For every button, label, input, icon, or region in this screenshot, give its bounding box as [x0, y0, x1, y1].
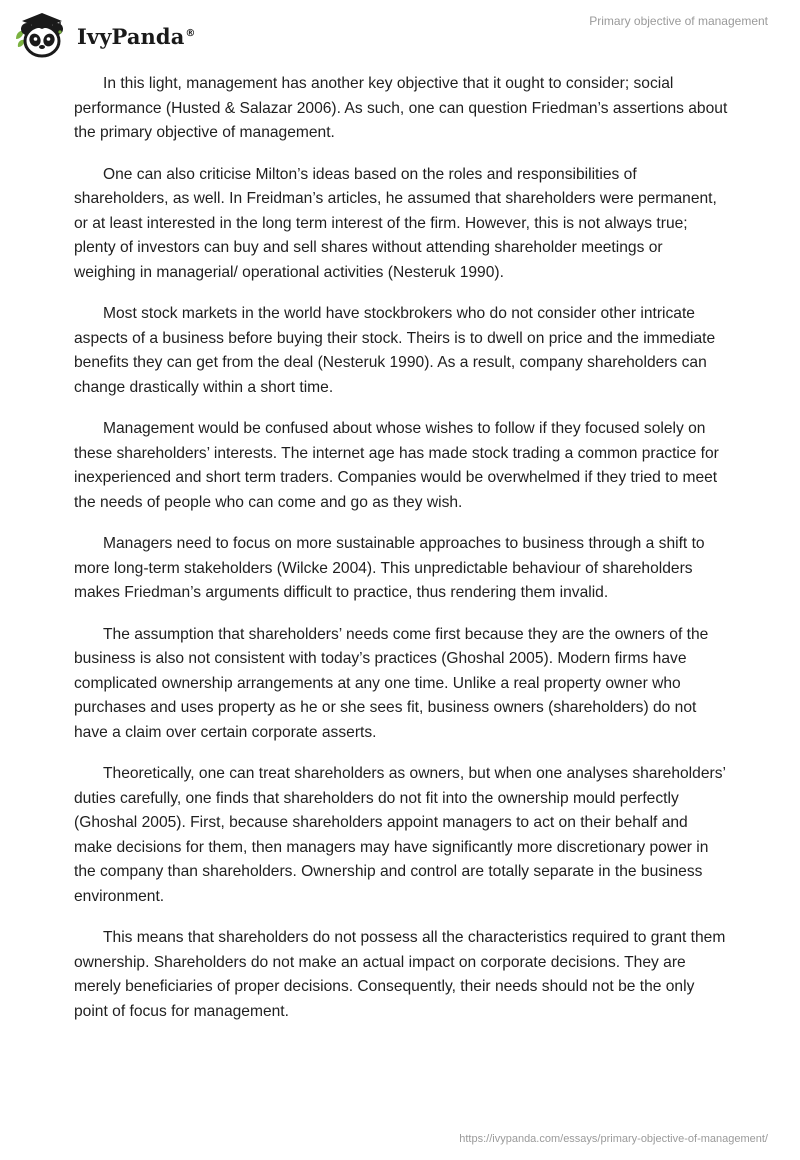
paragraph: The assumption that shareholders’ needs come first because they are the owners of the business is also not consistent with today’s practices (Ghoshal 2005). Modern firms have complicated ownership arrangements at any one time. Unlike a real property owner who purchases and uses property as he or she sees fit, business owners (shareholders) do not have a claim over certain corporate asserts. — [74, 625, 709, 741]
essay-body — [74, 72, 728, 1041]
paragraph: In this light, management has another key objective that it ought to consider; social performance (Husted & Salazar 2006). As such, one can question Friedman’s assertions about the primary objective of management. — [74, 75, 728, 141]
paragraph: Managers need to focus on more sustainable approaches to business through a shift to more long-term stakeholders (Wilcke 2004). This unpredictable behaviour of shareholders makes Friedman’s arguments difficult to practice, thus rendering them invalid. — [74, 535, 705, 601]
paragraph: Most stock markets in the world have stockbrokers who do not consider other intricate aspects of a business before buying their stock. Theirs is to dwell on price and the immediate benefits they can get from the deal (Nesteruk 1990). As a result, company shareholders can change drastically within a short time. — [74, 305, 716, 396]
ivypanda-logo[interactable] — [14, 9, 196, 61]
page-header — [0, 0, 800, 72]
paragraph: Management would be confused about whose wishes to follow if they focused solely on these shareholders’ interests. The internet age has made stock trading a common practice for inexperienced and short term traders. Companies would be overwhelmed if they tried to meet the needs of people who can come and go as they wish. — [74, 420, 719, 511]
document-title: Primary objective of management — [589, 14, 768, 28]
paragraph: One can also criticise Milton’s ideas based on the roles and responsibilities of shareholders, as well. In Freidman’s articles, he assumed that shareholders were permanent, or at least interested in the long term interest of the firm. However, this is not always true; plenty of investors can buy and sell shares without attending shareholder meetings or weighing in managerial/ operational activities (Nesteruk 1990). — [74, 165, 717, 281]
paragraph: This means that shareholders do not possess all the characteristics required to grant them ownership. Shareholders do not make an actual impact on corporate decisions. They are merely beneficiaries of proper decisions. Consequently, their needs should not be the only point of focus for management. — [74, 929, 726, 1020]
logo-wordmark: IvyPanda® — [77, 23, 196, 49]
registered-mark: ® — [185, 27, 196, 39]
panda-graduate-logo-icon — [14, 9, 70, 61]
paragraph: Theoretically, one can treat shareholders as owners, but when one analyses shareholders’ duties carefully, one finds that shareholders do not fit into the ownership mould perfectly (Ghoshal 2005). First, because shareholders appoint managers to act on their behalf and make decisions for them, then managers may have significantly more discretionary power in the company than shareholders. Ownership and control are totally separate in the business environment. — [74, 765, 726, 905]
source-url[interactable]: https://ivypanda.com/essays/primary-objective-of-management/ — [459, 1133, 768, 1145]
